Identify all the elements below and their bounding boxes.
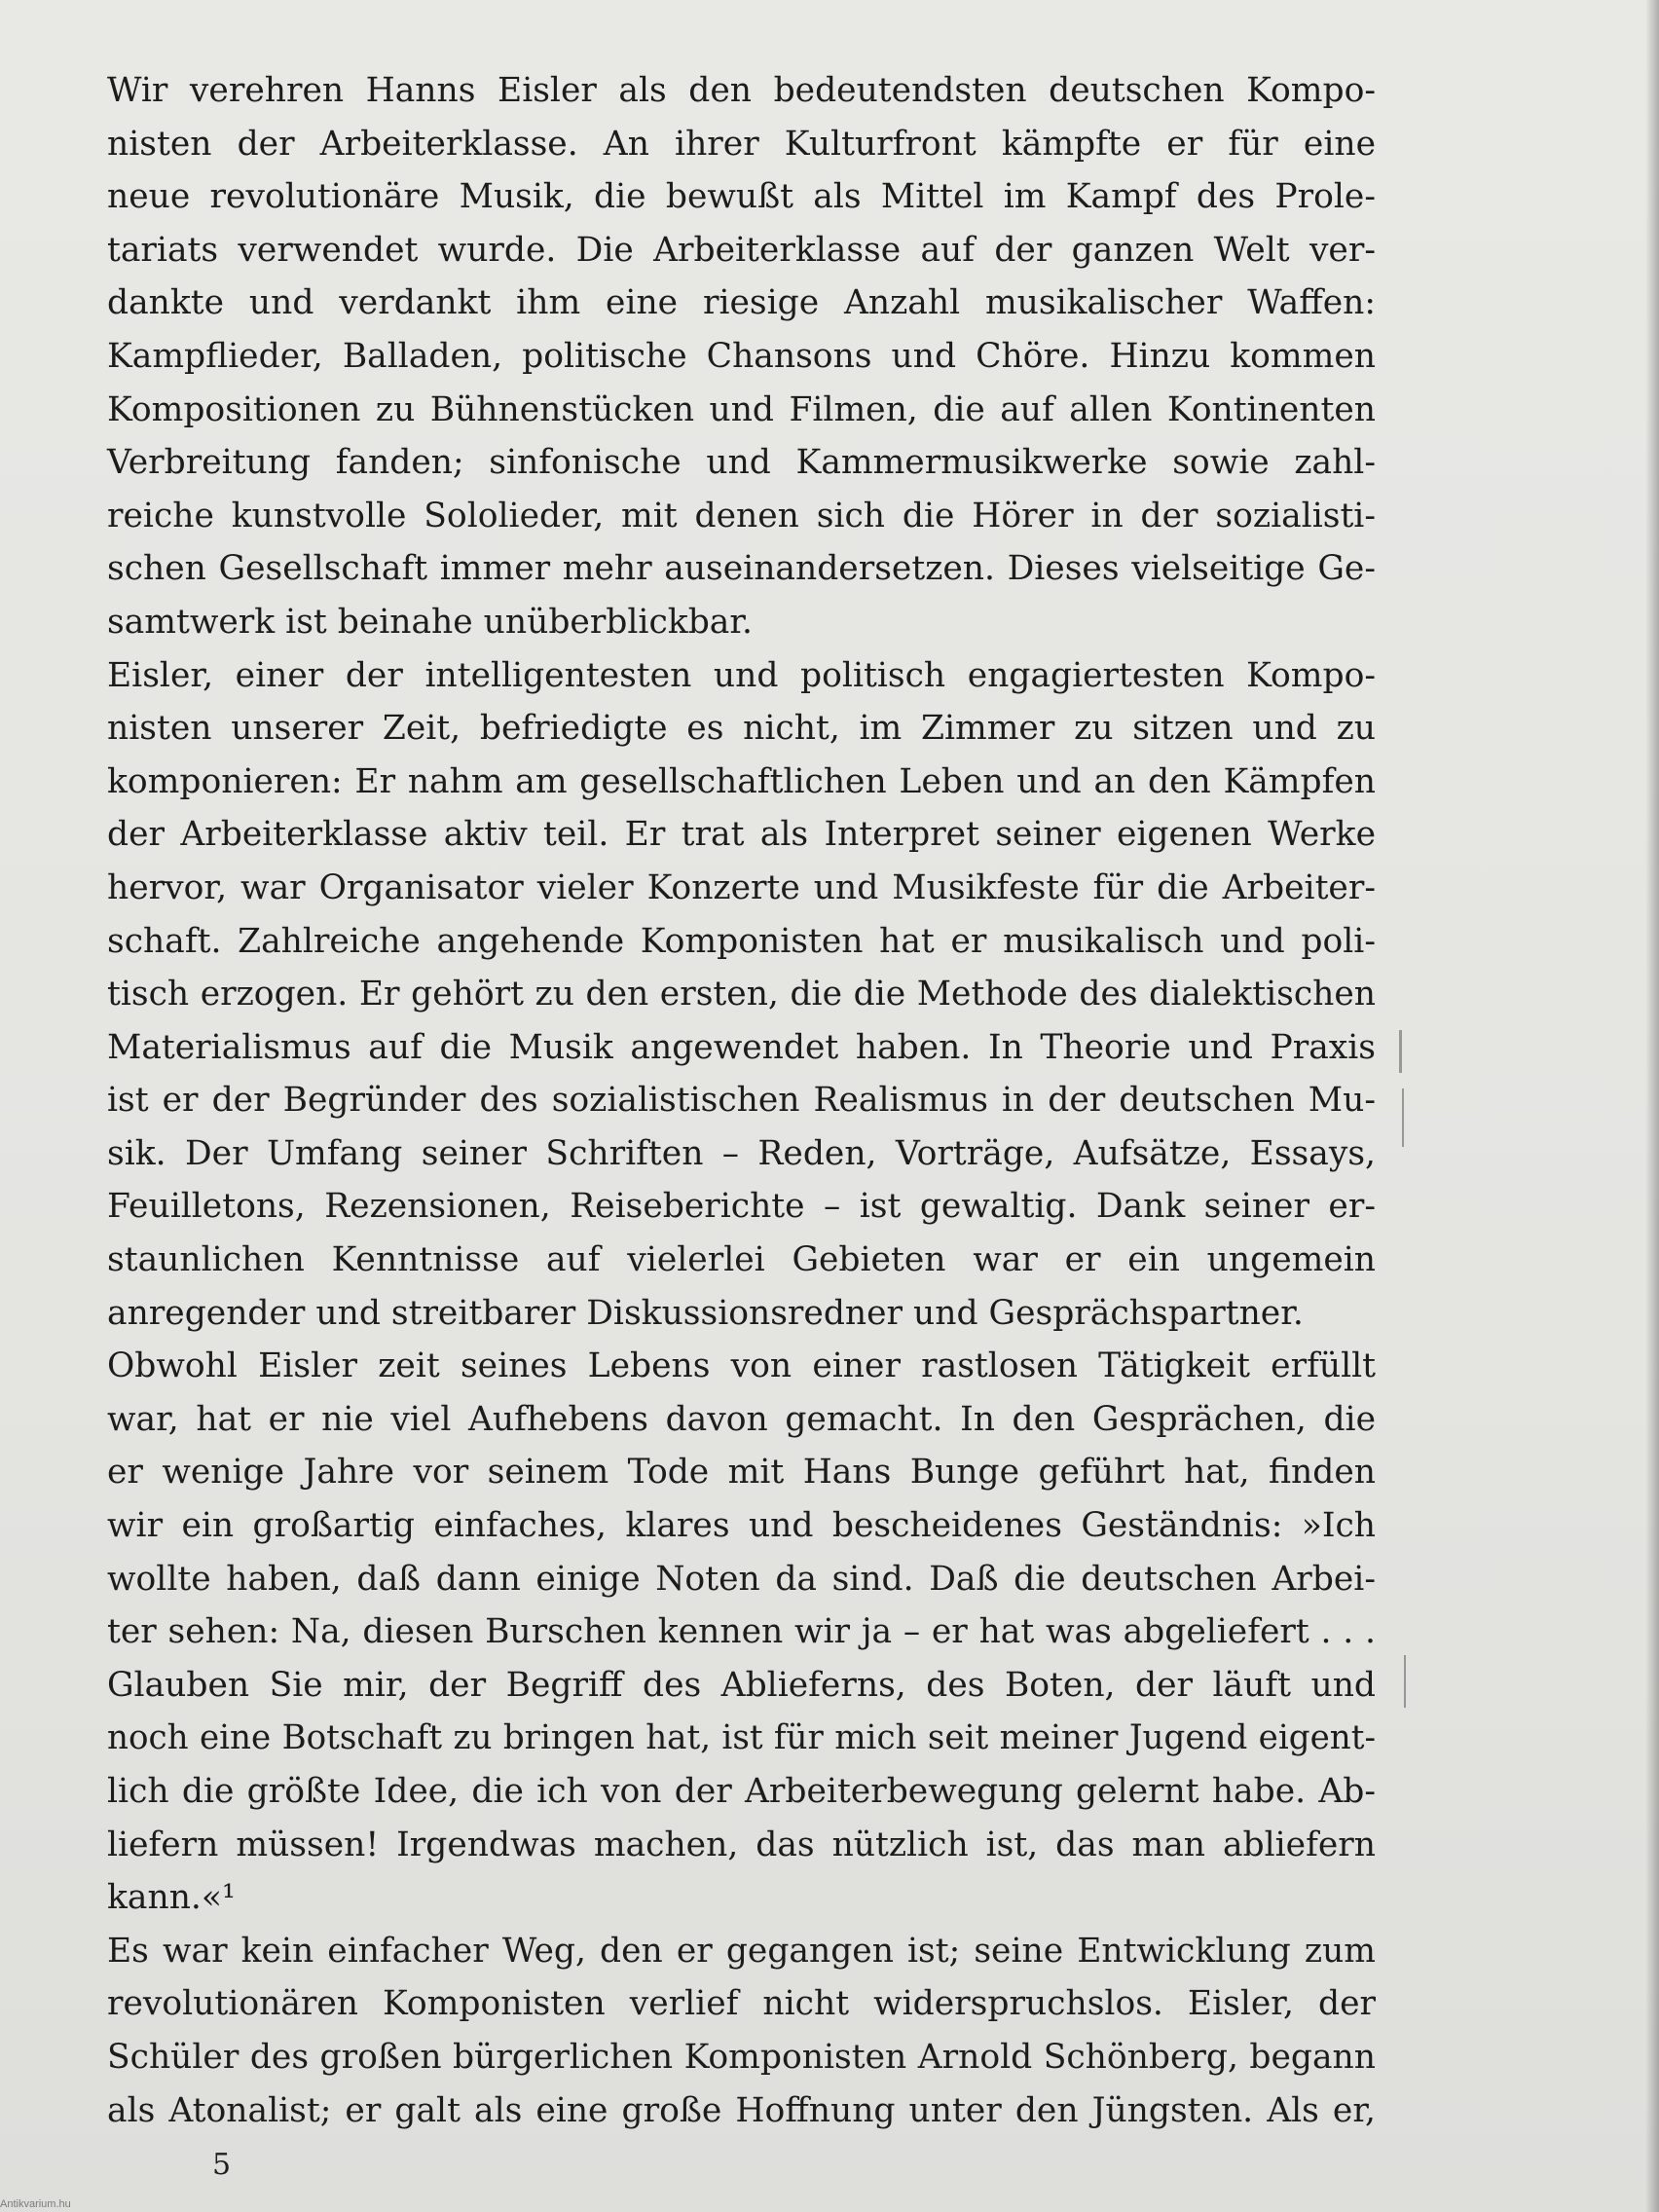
text-line: noch eine Botschaft zu bringen hat, ist für mich seit meiner Jugend eigent- xyxy=(107,1718,1376,1758)
text-line: Feuilletons, Rezensionen, Reiseberichte – ist gewaltig. Dank seiner er- xyxy=(107,1187,1376,1227)
margin-mark xyxy=(1402,1088,1404,1147)
text-line: schaft. Zahlreiche angehende Komponisten hat er musikalisch und poli- xyxy=(107,921,1376,961)
text-line: Es war kein einfacher Weg, den er gegangen ist; seine Entwicklung zum xyxy=(107,1931,1376,1971)
text-line: wir ein großartig einfaches, klares und bescheidenes Geständnis: »Ich xyxy=(107,1506,1376,1546)
text-line: revolutionären Komponisten verlief nicht widerspruchslos. Eisler, der xyxy=(107,1984,1376,2024)
text-line: liefern müssen! Irgendwas machen, das nützlich ist, das man abliefern xyxy=(107,1825,1376,1864)
text-line: ist er der Begründer des sozialistischen Realismus in der deutschen Mu- xyxy=(107,1081,1376,1121)
margin-mark xyxy=(1399,1030,1402,1073)
text-line: tisch erzogen. Er gehört zu den ersten, die die Methode des dialektischen xyxy=(107,975,1376,1014)
text-line: staunlichen Kenntnisse auf vielerlei Gebieten war er ein ungemein xyxy=(107,1240,1376,1280)
text-line: komponieren: Er nahm am gesellschaftlichen Leben und an den Kämpfen xyxy=(107,761,1376,801)
text-line: war, hat er nie viel Aufhebens davon gemacht. In den Gesprächen, die xyxy=(107,1399,1376,1439)
text-line: ter sehen: Na, diesen Burschen kennen wir ja – er hat was abgeliefert . . . xyxy=(107,1612,1376,1652)
text-line: neue revolutionäre Musik, die bewußt als Mittel im Kampf des Prole- xyxy=(107,177,1376,217)
text-line: Kompositionen zu Bühnenstücken und Filmen, die auf allen Kontinenten xyxy=(107,389,1376,429)
text-line: als Atonalist; er galt als eine große Hoffnung unter den Jüngsten. Als er, xyxy=(107,2090,1376,2130)
page-number: 5 xyxy=(212,2148,232,2182)
text-line: er wenige Jahre vor seinem Tode mit Hans Bunge geführt hat, finden xyxy=(107,1453,1376,1493)
text-line: nisten der Arbeiterklasse. An ihrer Kulturfront kämpfte er für eine xyxy=(107,124,1376,164)
text-line: Kampflieder, Balladen, politische Chansons und Chöre. Hinzu kommen xyxy=(107,336,1376,376)
margin-mark xyxy=(1404,1655,1406,1708)
text-line: Materialismus auf die Musik angewendet haben. In Theorie und Praxis xyxy=(107,1027,1376,1067)
text-line: anregender und streitbarer Diskussionsredner und Gesprächspartner. xyxy=(107,1293,1304,1333)
text-line: Obwohl Eisler zeit seines Lebens von einer rastlosen Tätigkeit erfüllt xyxy=(107,1346,1376,1386)
text-line: kann.«¹ xyxy=(107,1878,236,1918)
text-line: samtwerk ist beinahe unüberblickbar. xyxy=(107,602,754,642)
text-line: Verbreitung fanden; sinfonische und Kammermusikwerke sowie zahl- xyxy=(107,443,1376,483)
text-line: Eisler, einer der intelligentesten und politisch engagiertesten Kompo- xyxy=(107,655,1376,695)
text-line: dankte und verdankt ihm eine riesige Anzahl musikalischer Waffen: xyxy=(107,283,1376,323)
body-text xyxy=(107,64,1376,2137)
text-line: Schüler des großen bürgerlichen Komponisten Arnold Schönberg, begann xyxy=(107,2037,1376,2077)
text-line: Wir verehren Hanns Eisler als den bedeutendsten deutschen Kompo- xyxy=(107,71,1376,110)
page-edge-shadow xyxy=(1645,0,1659,2212)
text-line: lich die größte Idee, die ich von der Arbeiterbewegung gelernt habe. Ab- xyxy=(107,1772,1376,1811)
watermark: Antikvarium.hu xyxy=(0,2198,71,2210)
text-line: tariats verwendet wurde. Die Arbeiterklasse auf der ganzen Welt ver- xyxy=(107,230,1376,270)
text-line: sik. Der Umfang seiner Schriften – Reden, Vorträge, Aufsätze, Essays, xyxy=(107,1133,1376,1173)
text-line: nisten unserer Zeit, befriedigte es nicht, im Zimmer zu sitzen und zu xyxy=(107,709,1376,749)
text-line: schen Gesellschaft immer mehr auseinandersetzen. Dieses vielseitige Ge- xyxy=(107,549,1376,589)
text-line: hervor, war Organisator vieler Konzerte und Musikfeste für die Arbeiter- xyxy=(107,867,1376,907)
text-line: der Arbeiterklasse aktiv teil. Er trat als Interpret seiner eigenen Werke xyxy=(107,815,1376,855)
text-line: Glauben Sie mir, der Begriff des Ablieferns, des Boten, der läuft und xyxy=(107,1665,1376,1705)
text-line: wollte haben, daß dann einige Noten da sind. Daß die deutschen Arbei- xyxy=(107,1559,1376,1599)
text-line: reiche kunstvolle Sololieder, mit denen sich die Hörer in der sozialisti- xyxy=(107,496,1376,535)
